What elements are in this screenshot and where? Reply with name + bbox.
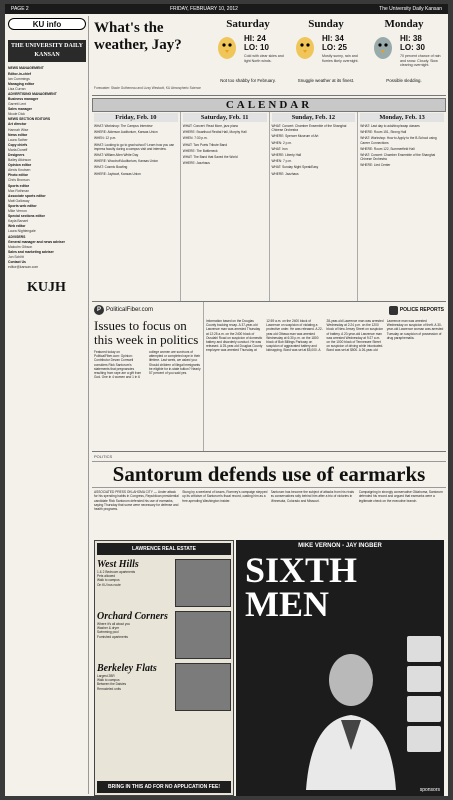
badge-icon <box>389 306 398 315</box>
kuinfo-logo: KU info <box>8 18 86 30</box>
staff-role: Sales manager <box>8 107 32 112</box>
calendar-event: WHERE: Room 151, Strong Hall <box>360 130 407 135</box>
staff-role: ADVISERS <box>8 234 26 239</box>
staff-list <box>8 66 85 270</box>
calendar-column <box>181 112 270 301</box>
calendar-event: WHAT: Workshop: The Campus Interview <box>94 124 153 128</box>
page-number: PAGE 2 <box>11 6 29 12</box>
staff-name: Ian Cummings <box>8 76 30 81</box>
staff-role: Sports web editor <box>8 203 37 208</box>
weather-desc: Mostly sunny, rain and flurries likely overnight. <box>322 54 359 63</box>
sidebar <box>5 16 89 794</box>
staff-name: Mike Vernon <box>8 209 27 214</box>
calendar-event: WHERE: Spencer Museum of Art <box>271 134 319 139</box>
police-reports <box>204 302 446 451</box>
issue-date: FRIDAY, FEBRUARY 10, 2012 <box>169 6 238 12</box>
weather-temps <box>400 34 425 52</box>
newspaper-page <box>5 4 448 796</box>
weather-day-name: Saturday <box>226 18 270 30</box>
listing-feature: Where it's all about you <box>97 622 131 626</box>
jayhawk-icon <box>294 34 316 60</box>
calendar-event: WHERE: Swarthout Recital Hall, Murphy Hall <box>182 130 247 135</box>
sixth-men-ad[interactable] <box>236 540 444 796</box>
calendar-event: WHAT: Iron <box>271 146 288 151</box>
staff-name: Kayla Banzet <box>8 219 28 224</box>
staff-name: Laura Sather <box>8 137 28 142</box>
issues-box <box>92 302 204 451</box>
police-header <box>206 304 444 316</box>
story-columns <box>92 488 446 538</box>
staff-role: Art director <box>8 122 27 127</box>
hi-temp: HI: 34 <box>322 34 344 43</box>
politicalfiber-label: PoliticalFiber.com <box>106 307 154 313</box>
staff-name: Max Rothman <box>8 188 30 193</box>
staff-role: Managing editor <box>8 81 35 86</box>
calendar-grid <box>92 112 446 302</box>
calendar-event: WHAT: Concert: Read More, jazz piano <box>182 124 239 128</box>
calendar-event: WHEN: 2 p.m. <box>271 140 292 145</box>
calendar-event: WHAT: Last day to add/drop/swap classes <box>360 124 420 128</box>
staff-role: NEWS SECTION EDITORS <box>8 117 51 122</box>
weather-desc: Cold with clear skies and light North winds. <box>244 54 284 63</box>
staff-name: editor@kansan.com <box>8 265 39 270</box>
calendar-event: WHAT: Two Poets Tribute Band <box>182 142 228 147</box>
sponsor-logo <box>407 666 441 692</box>
pf-icon: P <box>94 305 104 315</box>
weather-caption: Snuggle weather at its finest. <box>297 78 355 83</box>
staff-role: Special sections editor <box>8 214 45 219</box>
lo-temp: LO: 25 <box>322 43 347 52</box>
calendar-day: Monday, Feb. 13 <box>360 113 444 122</box>
listing[interactable] <box>97 611 231 659</box>
masthead: THE UNIVERSITY DAILY KANSAN <box>8 40 86 62</box>
sixth-men-title: SIXTH MEN <box>245 550 358 624</box>
calendar-event: WHERE: The Bottleneck <box>182 148 218 153</box>
jayhawk-icon <box>372 34 394 60</box>
staff-role: Photo editor <box>8 173 28 178</box>
weather-section <box>92 16 446 96</box>
staff-role: News editor <box>8 132 28 137</box>
story-column: Campaigning in strongly conservative Oklahoma, Santorum defended his record and argued that earmarks were a legitimate check on the executive branch. <box>358 490 443 503</box>
listing-name: Berkeley Flats <box>97 663 157 674</box>
staff-role: Business manager <box>8 96 39 101</box>
listing[interactable] <box>97 559 231 607</box>
calendar-event: WHERE: Liberty Hall <box>271 153 302 158</box>
staff-name: Chris Bronson <box>8 178 30 183</box>
staff-name: Laura Nightengale <box>8 229 36 234</box>
staff-role: Opinion editor <box>8 163 32 168</box>
weather-day <box>288 18 364 63</box>
staff-role: NEWS MANAGEMENT <box>8 66 44 71</box>
staff-role: Designers <box>8 153 25 157</box>
hi-temp: HI: 24 <box>244 34 266 43</box>
weather-temps <box>244 34 269 52</box>
lo-temp: LO: 10 <box>244 43 269 52</box>
weather-day-name: Sunday <box>308 18 344 30</box>
sponsor-logos <box>407 636 441 752</box>
calendar-event: WHAT: Cosmic Bowling <box>94 165 128 170</box>
calendar-event: WHEN: 7:30 p.m. <box>182 136 208 141</box>
story-column: Santorum has become the subject of attacks from his rivals as conservatives rally behind him after a trio of victories in Minnesota, Colorado and Missouri. <box>270 490 354 503</box>
coach-names: MIKE VERNON - JAY INGBER <box>298 543 382 549</box>
police-body: Information based on the Douglas County booking recap. A 37-year-old Lawrence man was arrested Thursday at 12:25 a.m. on the 2400 block of Ousdahl Road on suspicion of domestic battery and disorderly conduct. He was released. A 25-year-old Douglas County employee was arrested Thursday at 12:59 a.m. on the 2400 block of Lawrence on suspicion of violating a protective order. He was released. A 22-year-old Ottawa man was arrested Wednesday at 6:30 p.m. on the 1800 block of Bob Billings Parkway on suspicion of aggravated battery and kidnapping. Bond was set at $5,000. A 28-year-old Lawrence man was arrested Wednesday at 2:24 p.m. on the 1200 block of New Jersey Street on suspicion of battery. A 20-year-old Lawrence man was arrested Wednesday at 9:27 a.m. on the 1000 block of Tennessee Street on suspicion of driving while intoxicated. Bond was set at $500. A 26-year-old Lawrence man was arrested Wednesday on suspicion of theft. A 30-year-old Lawrence woman was arrested Tuesday on suspicion of possession of drug paraphernalia. <box>206 319 444 353</box>
staff-role: Sports editor <box>8 183 30 188</box>
main-content <box>92 16 446 794</box>
weather-day <box>210 18 286 63</box>
listing-feature: Washer & dryer <box>97 626 120 631</box>
calendar-event: WHAT: Looking to go to grad school? Learn how you can impress faculty during a campus visit and interview. <box>94 142 175 151</box>
listing-feature: Swimming pool <box>97 630 119 635</box>
story-column: ASSOCIATED PRESS OKLAHOMA CITY — Under attack for his spending habits in Congress, Republican presidential candidate Rick Santorum defended his use of earmarks, saying Thursday that some were necessary for defense and health programs. <box>94 490 179 512</box>
calendar-event: WHEN: 12 p.m. <box>94 136 117 141</box>
staff-name: Garrett Lent <box>8 102 27 107</box>
listing-photo <box>175 611 231 659</box>
calendar-event: WHERE: Room 122, Summerfield Hall <box>360 146 415 151</box>
listing-feature: Walk to campus <box>97 578 120 583</box>
listing-name: Orchard Corners <box>97 611 168 622</box>
staff-name: Malcolm Gibson <box>8 244 33 249</box>
police-title: POLICE REPORTS <box>399 307 444 313</box>
ad-footer: BRING IN THIS AD FOR NO APPLICATION FEE! <box>97 781 231 793</box>
calendar-event: WHAT: Workshop: How to Apply to the B-School using Career Connections <box>360 136 437 145</box>
weather-caption: Not too shabby for February. <box>220 78 276 83</box>
calendar-event: WHERE: Jazzhaus <box>271 171 299 176</box>
ad-banner: LAWRENCE REAL ESTATE <box>97 543 231 555</box>
issues-title: Issues to focus on this week in politics <box>94 318 199 347</box>
staff-role: Copy chiefs <box>8 142 28 147</box>
hi-temp: HI: 38 <box>400 34 422 43</box>
sponsor-logo <box>407 726 441 752</box>
calendar-event: WHERE: Woodruff Auditorium, Kansas Union <box>94 159 159 164</box>
weather-desc: 70 percent chance of rain and snow. Cloudy. Slow clearing overnight. <box>400 54 441 68</box>
calendar-event: WHAT: Sunday Night SpeakEasy <box>271 165 319 170</box>
listing-feature: Remodeled units <box>97 686 121 691</box>
staff-role: Web editor <box>8 224 26 229</box>
staff-name: Nicole Dick <box>8 112 25 117</box>
issues-body: Featured today on PoliticalFiber.com: Opinion: Contributor Devan Cornwell considers Rick Santorum's statements that pregnancies resulting from rape are a gift from God. One in 4 women and 1 in 6 college women are survivors of attempted or completed rape in their lifetime. Last week, we asked you: Should children of illegal immigrants be eligible for in-state tuition? Nearly 57 percent of you said yes. <box>94 350 201 380</box>
listing-feature: On KU bus route <box>97 582 121 587</box>
weather-temps <box>322 34 347 52</box>
staff-name: Bailey Atkinson <box>8 158 31 163</box>
staff-name: Hannah Wise <box>8 127 29 132</box>
weather-caption: Possible sledding. <box>386 78 422 83</box>
staff-name: Marla Doneff <box>8 147 28 152</box>
weather-title: What's the weather, Jay? <box>94 20 182 53</box>
politicalfiber-logo[interactable] <box>94 304 201 316</box>
sponsors-label: sponsors <box>419 787 440 793</box>
listing[interactable] <box>97 663 231 711</box>
listing-feature: Furnished apartments <box>97 634 129 639</box>
staff-name: Jon Schlitt <box>8 254 24 259</box>
listing-name: West Hills <box>97 559 139 570</box>
player-photo <box>296 640 406 790</box>
calendar-column <box>92 112 181 301</box>
staff-role: Editor-in-chief <box>8 71 31 76</box>
listing-feature: Walk to campus <box>97 678 120 683</box>
real-estate-ad[interactable] <box>94 540 234 796</box>
listing-feature: Largest 2BR <box>97 674 115 678</box>
calendar-event: WHEN: 7 p.m. <box>271 159 292 164</box>
calendar-event: WHERE: Jaybowl, Kansas Union <box>94 171 141 176</box>
calendar-event: WHAT: William Allen White Day <box>94 153 139 158</box>
listing-feature: Between the Daisies <box>97 682 127 687</box>
calendar-event: WHAT: Concert: Chamber Ensemble of the Shanghai Chinese Orchestra <box>271 124 347 133</box>
calendar-event: WHERE: Lied Center <box>360 163 391 168</box>
story-column: Stung by a weekend of losses, Romney's campaign stepped up its criticism of Santorum's fiscal record, casting him as a free-spending Washington insider. <box>182 490 268 503</box>
staff-role: General manager and news adviser <box>8 239 65 244</box>
staff-role: Associate sports editor <box>8 193 46 198</box>
sponsor-logo <box>407 696 441 722</box>
paper-name: The University Daily Kansan <box>379 6 442 12</box>
calendar-column <box>358 112 446 301</box>
listing-photo <box>175 663 231 711</box>
calendar-event: WHERE: Alderson Auditorium, Kansas Union <box>94 130 158 135</box>
lo-temp: LO: 30 <box>400 43 425 52</box>
page-header-bar <box>5 4 448 14</box>
calendar-column <box>270 112 359 301</box>
jayhawk-icon <box>216 34 238 60</box>
calendar-event: WHAT: Concert: Chamber Ensemble of the Shanghai Chinese Orchestra <box>360 153 436 162</box>
staff-role: Sales and marketing adviser <box>8 249 54 254</box>
staff-name: Alexis Knutsen <box>8 168 31 173</box>
calendar-event: WHAT: The Band that Saved the World <box>182 155 238 160</box>
staff-name: Lisa Curran <box>8 86 26 91</box>
section-label: POLITICS <box>92 452 446 462</box>
calendar-day: Sunday, Feb. 12 <box>272 113 356 122</box>
weather-day <box>366 18 442 68</box>
staff-name: Matt Galloway <box>8 198 30 203</box>
staff-role: ADVERTISING MANAGEMENT <box>8 91 57 96</box>
weather-day-name: Monday <box>384 18 424 30</box>
listing-feature: 1 & 2 Bedroom apartments <box>97 570 136 574</box>
staff-role: Contact Us <box>8 259 26 264</box>
sponsor-logo <box>407 636 441 662</box>
calendar-event: WHERE: Jazzhaus <box>182 161 210 166</box>
mid-section <box>92 302 446 452</box>
sidebar-blurb <box>8 32 85 36</box>
headline: Santorum defends use of earmarks <box>92 462 446 488</box>
kujh-logo: KUJH <box>27 280 66 296</box>
ads-row <box>92 538 446 796</box>
listing-photo <box>175 559 231 607</box>
calendar-day: Friday, Feb. 10 <box>94 113 178 122</box>
weather-credit: Forecaster: Stacie Gutheneau and Lizzy Westcott, KU Atmospheric Science <box>94 86 201 90</box>
listing-feature: Pets allowed <box>97 574 116 579</box>
calendar-day: Saturday, Feb. 11 <box>183 113 267 122</box>
calendar-title: CALENDAR <box>92 98 446 112</box>
